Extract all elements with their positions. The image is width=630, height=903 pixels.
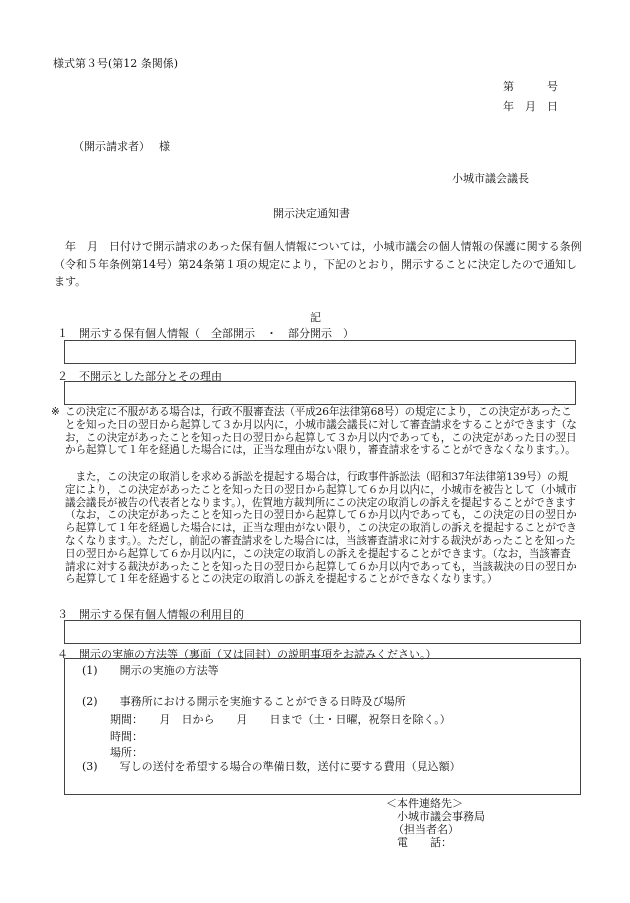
intro-paragraph: 年 月 日付けで開示請求のあった保有個人情報については，小城市議会の個人情報の保護に関する条例（令和５年条例第14号）第24条第１項の規定により，下記のとおり，開示することに決定したので通知します。 [54,240,582,288]
contact-office: 小城市議会事務局 [397,810,485,823]
section1-label: １ 開示する保有個人情報（ 全部開示 ・ 部分開示 ） [57,327,354,340]
contact-header: ＜本件連絡先＞ [386,797,463,810]
contact-phone: 電 話： [397,836,452,849]
section1-field[interactable] [64,340,576,364]
note-mark: ※ [51,406,60,418]
doc-date: 年 月 日 [503,100,558,113]
section2-field[interactable] [64,381,576,405]
recipient: （開示請求者） 様 [73,140,170,153]
contact-person: （担当者名） [393,823,459,836]
sender: 小城市議会議長 [452,172,529,185]
note-paragraph-2: また，この決定の取消しを求める訴訟を提起する場合は，行政事件訴訟法（昭和37年法律第139号）の規定により，この決定があったことを知った日の翌日から起算して６か月以内に，小城市を被告として（小城市議会議長が被告の代表者となります。），佐賀地方裁判所にこの決定の取消しの訴えを提起することができます（なお，この決定があったことを知った日の翌日から起算して６か月以内であっても，この決定の日の翌日から起算して１年を経過した場合には，正当な理由がない限り，この決定の取消しの訴えを提起することができなくなります。）。ただし，前記の審査請求をした場合には，当該審査請求に対する裁決があったことを知った日の翌日から起算して６か月以内に，この決定の取消しの訴えを提起することができます。（なお，当該審査請求に対する裁決があったことを知った日の翌日から起算して６か月以内であっても，当該裁決の日の翌日から起算して１年を経過するとこの決定の取消しの訴えを提起することができなくなります。） [65,471,577,586]
section4-label: ４ 開示の実施の方法等（裏面（又は同封）の説明事項をお読みください。） [57,648,437,661]
note-paragraph-1: この決定に不服がある場合は，行政不服審査法（平成26年法律第68号）の規定により，この決定があったことを知った日の翌日から起算して３か月以内に，小城市議会議長に対して審査請求をすることができます（なお，この決定があったことを知った日の翌日から起算して３か月以内であっても，この決定があった日の翌日から起算して１年を経過した場合には，正当な理由がない限り，審査請求をすることができなくなります。）。 [65,406,577,457]
section4-item2: (2) 事務所における開示を実施することができる日時及び場所 [82,695,406,708]
section3-label: ３ 開示する保有個人情報の利用目的 [57,608,244,621]
form-number: 様式第３号(第12 条関係) [53,57,179,70]
section4-place: 場所： [110,746,143,759]
section4-item3: (3) 写しの送付を希望する場合の準備日数，送付に要する費用（見込額） [82,760,461,773]
section4-period: 期間： 月 日から 月 日まで（土・日曜，祝祭日を除く。） [110,713,451,726]
document-title: 開示決定通知書 [273,207,350,220]
section4-time: 時間： [110,730,143,743]
doc-number: 第 号 [503,80,558,93]
section4-item1: (1) 開示の実施の方法等 [82,664,219,677]
section2-label: ２ 不開示とした部分とその理由 [57,370,222,383]
ki-marker: 記 [310,311,321,324]
section3-field[interactable] [64,620,581,644]
